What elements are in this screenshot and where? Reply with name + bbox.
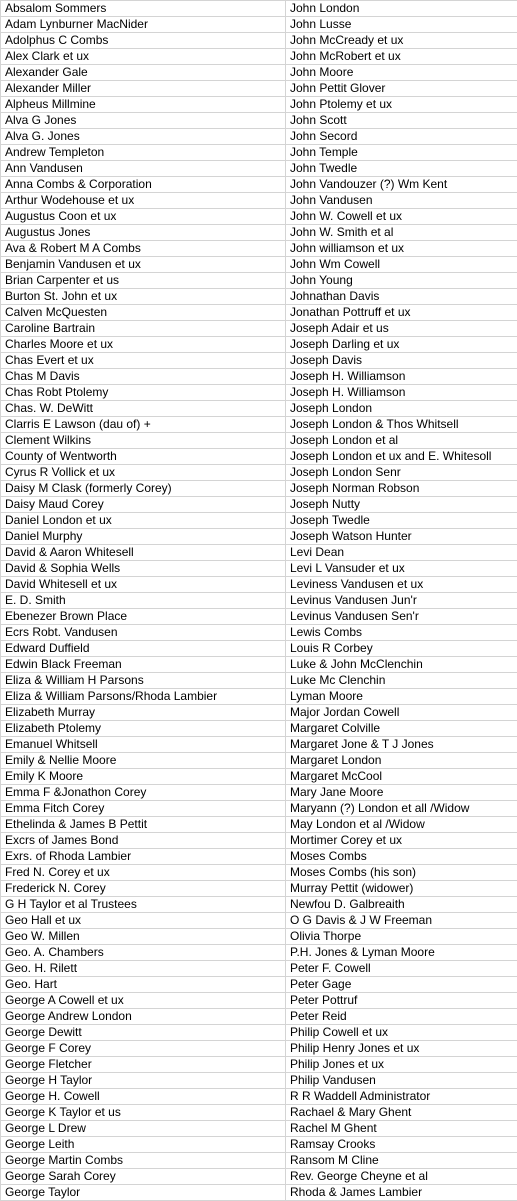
- name-cell-right: Joseph London: [286, 401, 517, 417]
- name-cell-left: Alex Clark et ux: [1, 49, 286, 65]
- name-cell-right: Major Jordan Cowell: [286, 705, 517, 721]
- name-cell-right: Philip Cowell et ux: [286, 1025, 517, 1041]
- name-cell-left: Daisy Maud Corey: [1, 497, 286, 513]
- table-row: [1, 1025, 517, 1041]
- name-cell-right: Joseph London Senr: [286, 465, 517, 481]
- table-row: [1, 177, 517, 193]
- table-row: [1, 385, 517, 401]
- name-cell-left: Geo. Hart: [1, 977, 286, 993]
- table-row: [1, 897, 517, 913]
- name-cell-right: John Young: [286, 273, 517, 289]
- table-row: [1, 337, 517, 353]
- name-cell-right: Philip Vandusen: [286, 1073, 517, 1089]
- table-row: [1, 1041, 517, 1057]
- name-cell-left: Emily K Moore: [1, 769, 286, 785]
- table-row: [1, 721, 517, 737]
- table-row: [1, 417, 517, 433]
- table-row: [1, 1137, 517, 1153]
- name-cell-left: Anna Combs & Corporation: [1, 177, 286, 193]
- table-row: [1, 225, 517, 241]
- name-cell-left: Emanuel Whitsell: [1, 737, 286, 753]
- name-cell-left: Geo W. Millen: [1, 929, 286, 945]
- name-cell-left: Geo. A. Chambers: [1, 945, 286, 961]
- table-row: [1, 993, 517, 1009]
- name-cell-right: John Temple: [286, 145, 517, 161]
- table-row: [1, 977, 517, 993]
- table-row: [1, 49, 517, 65]
- name-cell-right: Margaret Jone & T J Jones: [286, 737, 517, 753]
- name-cell-right: Moses Combs: [286, 849, 517, 865]
- table-row: [1, 545, 517, 561]
- name-cell-right: Mary Jane Moore: [286, 785, 517, 801]
- table-row: [1, 1153, 517, 1169]
- name-cell-right: John Twedle: [286, 161, 517, 177]
- table-row: [1, 737, 517, 753]
- table-row: [1, 673, 517, 689]
- table-row: [1, 881, 517, 897]
- name-cell-left: Adolphus C Combs: [1, 33, 286, 49]
- table-row: [1, 97, 517, 113]
- name-cell-left: Ebenezer Brown Place: [1, 609, 286, 625]
- name-cell-right: John London: [286, 1, 517, 17]
- name-cell-left: George A Cowell et ux: [1, 993, 286, 1009]
- table-row: [1, 609, 517, 625]
- name-cell-left: Chas M Davis: [1, 369, 286, 385]
- name-cell-right: Margaret Colville: [286, 721, 517, 737]
- name-cell-right: Levi Dean: [286, 545, 517, 561]
- table-row: [1, 641, 517, 657]
- name-cell-left: Cyrus R Vollick et ux: [1, 465, 286, 481]
- name-cell-right: Leviness Vandusen et ux: [286, 577, 517, 593]
- name-cell-left: Daniel Murphy: [1, 529, 286, 545]
- table-row: [1, 257, 517, 273]
- table-row: [1, 705, 517, 721]
- table-row: [1, 1169, 517, 1185]
- name-cell-left: Clement Wilkins: [1, 433, 286, 449]
- name-cell-right: Joseph H. Williamson: [286, 369, 517, 385]
- table-row: [1, 353, 517, 369]
- name-cell-right: Rev. George Cheyne et al: [286, 1169, 517, 1185]
- table-row: [1, 209, 517, 225]
- name-cell-left: George K Taylor et us: [1, 1105, 286, 1121]
- table-row: [1, 1185, 517, 1201]
- table-row: [1, 433, 517, 449]
- name-cell-right: Margaret McCool: [286, 769, 517, 785]
- name-cell-left: Fred N. Corey et ux: [1, 865, 286, 881]
- name-cell-left: Burton St. John et ux: [1, 289, 286, 305]
- name-cell-left: George Fletcher: [1, 1057, 286, 1073]
- name-cell-right: John williamson et ux: [286, 241, 517, 257]
- name-cell-right: Joseph Davis: [286, 353, 517, 369]
- name-cell-left: Ecrs Robt. Vandusen: [1, 625, 286, 641]
- name-cell-right: Peter Gage: [286, 977, 517, 993]
- table-row: [1, 369, 517, 385]
- name-cell-left: George F Corey: [1, 1041, 286, 1057]
- name-cell-right: May London et al /Widow: [286, 817, 517, 833]
- table-row: [1, 1105, 517, 1121]
- name-cell-left: Alpheus Millmine: [1, 97, 286, 113]
- table-row: [1, 801, 517, 817]
- name-cell-right: O G Davis & J W Freeman: [286, 913, 517, 929]
- name-cell-left: Exrs. of Rhoda Lambier: [1, 849, 286, 865]
- name-cell-right: Joseph Adair et us: [286, 321, 517, 337]
- table-row: [1, 625, 517, 641]
- name-cell-right: Joseph London et ux and E. Whitesoll: [286, 449, 517, 465]
- table-row: [1, 833, 517, 849]
- name-cell-right: Margaret London: [286, 753, 517, 769]
- name-cell-left: Emma Fitch Corey: [1, 801, 286, 817]
- table-row: [1, 817, 517, 833]
- table-row: [1, 273, 517, 289]
- name-cell-left: Alva G Jones: [1, 113, 286, 129]
- name-cell-left: Andrew Templeton: [1, 145, 286, 161]
- table-row: [1, 913, 517, 929]
- name-cell-right: Olivia Thorpe: [286, 929, 517, 945]
- name-cell-right: Rhoda & James Lambier: [286, 1185, 517, 1201]
- name-cell-left: Geo. H. Rilett: [1, 961, 286, 977]
- table-row: [1, 929, 517, 945]
- table-row: [1, 497, 517, 513]
- table-row: [1, 961, 517, 977]
- table-row: [1, 561, 517, 577]
- name-cell-left: Calven McQuesten: [1, 305, 286, 321]
- table-row: [1, 17, 517, 33]
- name-cell-right: John Vandouzer (?) Wm Kent: [286, 177, 517, 193]
- name-cell-left: George Sarah Corey: [1, 1169, 286, 1185]
- name-cell-right: Levinus Vandusen Jun'r: [286, 593, 517, 609]
- table-row: [1, 657, 517, 673]
- name-cell-left: George H Taylor: [1, 1073, 286, 1089]
- table-row: [1, 689, 517, 705]
- table-row: [1, 529, 517, 545]
- name-cell-right: John W. Cowell et ux: [286, 209, 517, 225]
- table-row: [1, 593, 517, 609]
- name-cell-left: Brian Carpenter et us: [1, 273, 286, 289]
- table-row: [1, 513, 517, 529]
- table-row: [1, 785, 517, 801]
- name-cell-left: Chas. W. DeWitt: [1, 401, 286, 417]
- table-row: [1, 65, 517, 81]
- name-cell-left: Augustus Jones: [1, 225, 286, 241]
- name-cell-right: Maryann (?) London et all /Widow: [286, 801, 517, 817]
- name-cell-left: Chas Robt Ptolemy: [1, 385, 286, 401]
- name-cell-right: Newfou D. Galbreaith: [286, 897, 517, 913]
- name-cell-left: George Leith: [1, 1137, 286, 1153]
- name-cell-right: Luke & John McClenchin: [286, 657, 517, 673]
- table-row: [1, 193, 517, 209]
- name-cell-right: John McCready et ux: [286, 33, 517, 49]
- name-cell-left: Geo Hall et ux: [1, 913, 286, 929]
- name-cell-right: Rachael & Mary Ghent: [286, 1105, 517, 1121]
- name-cell-right: P.H. Jones & Lyman Moore: [286, 945, 517, 961]
- table-row: [1, 1121, 517, 1137]
- table-row: [1, 1057, 517, 1073]
- name-cell-left: Emily & Nellie Moore: [1, 753, 286, 769]
- table-row: [1, 305, 517, 321]
- name-cell-right: Murray Pettit (widower): [286, 881, 517, 897]
- name-cell-left: E. D. Smith: [1, 593, 286, 609]
- table-row: [1, 241, 517, 257]
- name-cell-left: George Martin Combs: [1, 1153, 286, 1169]
- name-cell-right: John McRobert et ux: [286, 49, 517, 65]
- table-row: [1, 481, 517, 497]
- name-cell-left: Eliza & William Parsons/Rhoda Lambier: [1, 689, 286, 705]
- table-row: [1, 465, 517, 481]
- table-row: [1, 865, 517, 881]
- name-cell-right: Joseph London et al: [286, 433, 517, 449]
- name-cell-right: Joseph Nutty: [286, 497, 517, 513]
- name-cell-right: Philip Henry Jones et ux: [286, 1041, 517, 1057]
- name-cell-right: John Moore: [286, 65, 517, 81]
- name-cell-left: Ava & Robert M A Combs: [1, 241, 286, 257]
- name-cell-right: Joseph Watson Hunter: [286, 529, 517, 545]
- name-cell-left: Absalom Sommers: [1, 1, 286, 17]
- name-cell-left: Chas Evert et ux: [1, 353, 286, 369]
- name-cell-left: George Andrew London: [1, 1009, 286, 1025]
- name-cell-right: John Pettit Glover: [286, 81, 517, 97]
- name-cell-right: Peter F. Cowell: [286, 961, 517, 977]
- name-cell-left: Augustus Coon et ux: [1, 209, 286, 225]
- names-table-body: [1, 1, 517, 1201]
- name-cell-right: Peter Pottruf: [286, 993, 517, 1009]
- table-row: [1, 753, 517, 769]
- name-cell-left: Eliza & William H Parsons: [1, 673, 286, 689]
- name-cell-left: Daniel London et ux: [1, 513, 286, 529]
- name-cell-right: John Wm Cowell: [286, 257, 517, 273]
- table-row: [1, 321, 517, 337]
- table-row: [1, 129, 517, 145]
- name-cell-right: Joseph London & Thos Whitsell: [286, 417, 517, 433]
- name-cell-right: Levi L Vansuder et ux: [286, 561, 517, 577]
- name-cell-left: Edward Duffield: [1, 641, 286, 657]
- name-cell-right: Lewis Combs: [286, 625, 517, 641]
- name-cell-left: Daisy M Clask (formerly Corey): [1, 481, 286, 497]
- name-cell-right: Levinus Vandusen Sen'r: [286, 609, 517, 625]
- name-cell-left: Ann Vandusen: [1, 161, 286, 177]
- name-cell-right: John Ptolemy et ux: [286, 97, 517, 113]
- table-row: [1, 1009, 517, 1025]
- name-cell-left: David & Sophia Wells: [1, 561, 286, 577]
- name-cell-left: Adam Lynburner MacNider: [1, 17, 286, 33]
- name-cell-right: John W. Smith et al: [286, 225, 517, 241]
- name-cell-left: County of Wentworth: [1, 449, 286, 465]
- name-cell-left: George H. Cowell: [1, 1089, 286, 1105]
- name-cell-left: George L Drew: [1, 1121, 286, 1137]
- name-cell-left: Alexander Gale: [1, 65, 286, 81]
- name-cell-left: Benjamin Vandusen et ux: [1, 257, 286, 273]
- name-cell-right: Johnathan Davis: [286, 289, 517, 305]
- name-cell-left: Elizabeth Murray: [1, 705, 286, 721]
- name-cell-left: Excrs of James Bond: [1, 833, 286, 849]
- name-cell-right: Joseph H. Williamson: [286, 385, 517, 401]
- name-cell-right: Luke Mc Clenchin: [286, 673, 517, 689]
- table-row: [1, 1089, 517, 1105]
- table-row: [1, 113, 517, 129]
- name-cell-left: Charles Moore et ux: [1, 337, 286, 353]
- table-row: [1, 769, 517, 785]
- name-cell-left: Caroline Bartrain: [1, 321, 286, 337]
- name-cell-right: Philip Jones et ux: [286, 1057, 517, 1073]
- name-cell-left: David & Aaron Whitesell: [1, 545, 286, 561]
- table-row: [1, 577, 517, 593]
- name-cell-left: Emma F &Jonathon Corey: [1, 785, 286, 801]
- name-cell-left: Alexander Miller: [1, 81, 286, 97]
- name-cell-right: John Lusse: [286, 17, 517, 33]
- name-cell-right: Louis R Corbey: [286, 641, 517, 657]
- table-row: [1, 161, 517, 177]
- name-cell-right: Mortimer Corey et ux: [286, 833, 517, 849]
- name-cell-left: Frederick N. Corey: [1, 881, 286, 897]
- table-row: [1, 849, 517, 865]
- name-cell-right: Jonathan Pottruff et ux: [286, 305, 517, 321]
- table-row: [1, 145, 517, 161]
- name-cell-right: John Secord: [286, 129, 517, 145]
- table-row: [1, 945, 517, 961]
- name-cell-right: Peter Reid: [286, 1009, 517, 1025]
- name-cell-left: George Taylor: [1, 1185, 286, 1201]
- name-cell-right: Lyman Moore: [286, 689, 517, 705]
- name-cell-right: Moses Combs (his son): [286, 865, 517, 881]
- name-cell-left: Ethelinda & James B Pettit: [1, 817, 286, 833]
- table-row: [1, 401, 517, 417]
- name-cell-right: John Vandusen: [286, 193, 517, 209]
- table-row: [1, 81, 517, 97]
- table-row: [1, 33, 517, 49]
- name-cell-left: George Dewitt: [1, 1025, 286, 1041]
- name-cell-left: Elizabeth Ptolemy: [1, 721, 286, 737]
- name-cell-right: John Scott: [286, 113, 517, 129]
- name-cell-left: Arthur Wodehouse et ux: [1, 193, 286, 209]
- name-cell-left: Edwin Black Freeman: [1, 657, 286, 673]
- name-cell-right: Rachel M Ghent: [286, 1121, 517, 1137]
- name-cell-right: Joseph Norman Robson: [286, 481, 517, 497]
- name-cell-right: Ransom M Cline: [286, 1153, 517, 1169]
- name-cell-right: Joseph Twedle: [286, 513, 517, 529]
- name-cell-left: G H Taylor et al Trustees: [1, 897, 286, 913]
- table-row: [1, 1, 517, 17]
- table-row: [1, 1073, 517, 1089]
- name-cell-left: Clarris E Lawson (dau of) +: [1, 417, 286, 433]
- name-cell-left: David Whitesell et ux: [1, 577, 286, 593]
- name-cell-right: Joseph Darling et ux: [286, 337, 517, 353]
- name-cell-left: Alva G. Jones: [1, 129, 286, 145]
- table-row: [1, 449, 517, 465]
- table-row: [1, 289, 517, 305]
- name-cell-right: Ramsay Crooks: [286, 1137, 517, 1153]
- name-cell-right: R R Waddell Administrator: [286, 1089, 517, 1105]
